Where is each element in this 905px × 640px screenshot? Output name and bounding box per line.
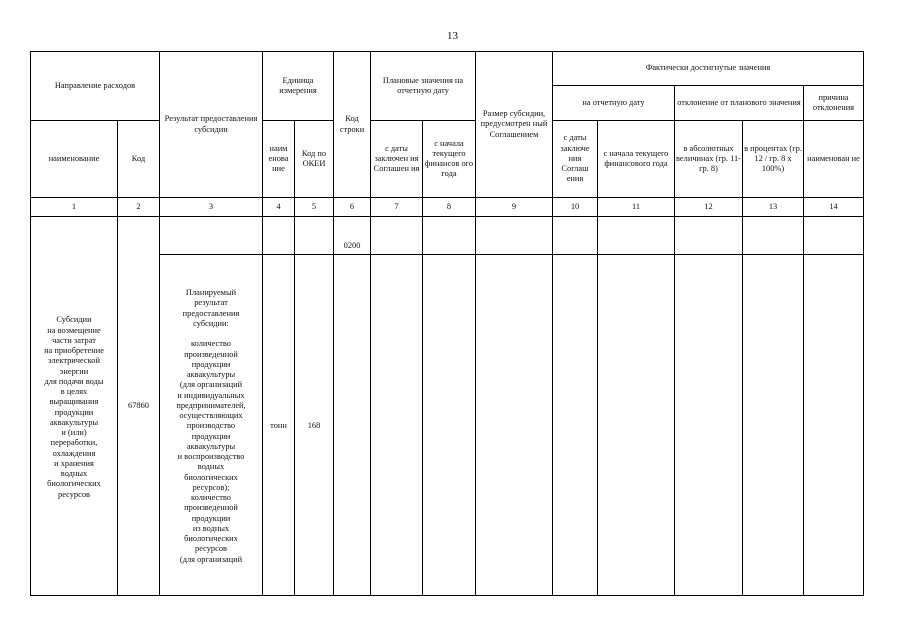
- column-number: 8: [423, 198, 476, 217]
- column-number: 2: [118, 198, 160, 217]
- result-text: Планируемый результат предоставления субсидии: количество произведенной продукции аквакультуры (для организаций и индивидуальных предпринимателей, осуществляющих производство продукции аквакультуры и воспроизводство водных биологических ресурсов); количество произведенной продукции из водных биологических ресурсов (для организаций: [176, 288, 246, 564]
- direction-code: 67860: [118, 217, 160, 596]
- empty-cell: [804, 217, 864, 255]
- empty-cell: [295, 217, 334, 255]
- header-deviation: отклонение от планового значения: [675, 86, 804, 121]
- empty-cell: [476, 217, 553, 255]
- empty-cell: [553, 255, 598, 596]
- column-number: 6: [334, 198, 371, 217]
- column-number: 13: [743, 198, 804, 217]
- empty-cell: [160, 217, 263, 255]
- header-actual-from-agreement: с даты заключе ния Соглаш ения: [553, 121, 598, 198]
- header-direction: Направление расходов: [31, 52, 160, 121]
- header-dev-absolute: в абсолютных величинах (гр. 11- гр. 8): [675, 121, 743, 198]
- header-unit: Единица измерения: [263, 52, 334, 121]
- header-code: Код: [118, 121, 160, 198]
- header-actual-on-date: на отчетную дату: [553, 86, 675, 121]
- header-subsidy-size: Размер субсидии, предусмотрен ный Соглашением: [476, 52, 553, 198]
- header-unit-name: наим енова ние: [263, 121, 295, 198]
- empty-cell: [598, 255, 675, 596]
- header-planned: Плановые значения на отчетную дату: [371, 52, 476, 121]
- empty-cell: [553, 217, 598, 255]
- column-number: 10: [553, 198, 598, 217]
- header-planned-from-agreement: с даты заключен ия Соглашен ия: [371, 121, 423, 198]
- okei-code-value: 168: [295, 255, 334, 596]
- column-number: 1: [31, 198, 118, 217]
- direction-name-cell: [31, 217, 118, 596]
- empty-cell: [371, 255, 423, 596]
- header-line-code: Код строки: [334, 52, 371, 198]
- empty-cell: [371, 217, 423, 255]
- column-number: 14: [804, 198, 864, 217]
- unit-name-value: тонн: [263, 255, 295, 596]
- column-number: 12: [675, 198, 743, 217]
- header-dev-percent: в процентах (гр. 12 / гр. 8 х 100%): [743, 121, 804, 198]
- empty-cell: [334, 255, 371, 596]
- column-number: 9: [476, 198, 553, 217]
- results-table: [30, 51, 864, 596]
- header-reason: причина отклонения: [804, 86, 864, 121]
- header-actual-from-year: с начала текущего финансового года: [598, 121, 675, 198]
- empty-cell: [743, 217, 804, 255]
- empty-cell: [598, 217, 675, 255]
- result-text-cell: [160, 255, 263, 596]
- empty-cell: [476, 255, 553, 596]
- empty-cell: [743, 255, 804, 596]
- column-number: 5: [295, 198, 334, 217]
- header-name: наименование: [31, 121, 118, 198]
- header-planned-from-year: с начала текущего финансов ого года: [423, 121, 476, 198]
- column-number: 11: [598, 198, 675, 217]
- page-number: 13: [447, 30, 458, 42]
- direction-name: Субсидии на возмещение части затрат на приобретение электрической энергии для подачи воды в целях выращивания продукции аквакультуры и (или) переработки, охлаждения и хранения водных биологических ресурсов: [44, 315, 104, 499]
- empty-cell: [423, 217, 476, 255]
- empty-cell: [263, 217, 295, 255]
- line-code-value: 0200: [334, 217, 371, 255]
- empty-cell: [423, 255, 476, 596]
- empty-cell: [804, 255, 864, 596]
- empty-cell: [675, 217, 743, 255]
- empty-cell: [675, 255, 743, 596]
- header-result: Результат предоставления субсидии: [160, 52, 263, 198]
- header-actual: Фактически достигнутые значения: [553, 52, 864, 86]
- column-number: 7: [371, 198, 423, 217]
- header-reason-name: наименован ие: [804, 121, 864, 198]
- column-number: 3: [160, 198, 263, 217]
- header-okei-code: Код по ОКЕИ: [295, 121, 334, 198]
- column-number: 4: [263, 198, 295, 217]
